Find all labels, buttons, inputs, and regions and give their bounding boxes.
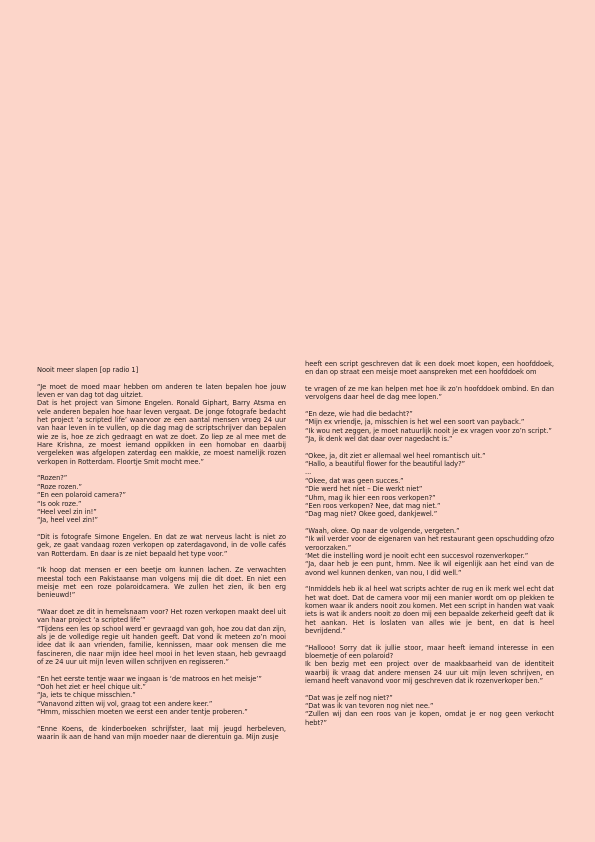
paragraph-line: “Waar doet ze dit in hemelsnaam voor? Het rozen verkopen maakt deel uit van haar project ‘a scripted life’” <box>37 607 286 625</box>
paragraph <box>305 385 554 402</box>
paragraph-line: “Ja, iets te chique misschien.” <box>37 691 136 700</box>
article-title: Nooit meer slapen [op radio 1] <box>37 366 139 374</box>
paragraph-line: “Waah, okee. Op naar de volgende, vergeten.” <box>305 526 460 535</box>
paragraph <box>37 533 286 558</box>
paragraph <box>305 644 554 686</box>
paragraph <box>37 474 286 524</box>
paragraph-line: “Dat was ik van tevoren nog niet nee.” <box>305 702 434 711</box>
paragraph-line: ‘Met die instelling word je nooit echt een succesvol rozenverkoper.” <box>305 551 529 560</box>
paragraph-line: heeft een script geschreven dat ik een doek moet kopen, een hoofddoek, en dan op straat een meisje moet aanspreken met een hoofddoek om <box>305 360 554 377</box>
paragraph-line: Dat is het project van Simone Engelen. Ronald Giphart, Barry Atsma en vele anderen bepalen hoe haar leven vergaat. De jonge fotografe bedacht het project ‘a scripted life’ waarvoor ze een aantal mensen vroeg 24 uur van haar leven in te vullen, op die dag mag de scriptschrijver dan bepalen wie ze is, hoe ze zich gedraagt en wat ze doet. Zo liep ze al mee met de Hare Krishna, ze moest iemand oppikken in een homobar en daarbij vergeleken was afgelopen zaterdag een makkie, ze moest namelijk rozen verkopen in Rotterdam. Floortje Smit mocht mee.” <box>37 399 286 466</box>
paragraph-line: “Dat was je zelf nog niet?” <box>305 693 393 702</box>
right-column-body <box>305 360 554 727</box>
paragraph-line: “Ik wou net zeggen, je moet natuurlijk nooit je ex vragen voor zo’n script.” <box>305 426 552 435</box>
paragraph-line: “En deze, wie had die bedacht?” <box>305 410 413 419</box>
paragraph-line: “Dit is fotografe Simone Engelen. En dat ze wat nerveus lacht is niet zo gek, ze gaat vandaag rozen verkopen op zaterdagavond, in de volle cafés van Rotterdam. En daar is ze niet bepaald het type voor.” <box>37 532 286 558</box>
paragraph <box>37 608 286 666</box>
paragraph-line: “Roze rozen.” <box>37 482 82 491</box>
paragraph-line: “Tijdens een les op school werd er gevraagd van goh, hoe zou dat dan zijn, als je de volledige regie uit handen geeft. Dat vond ik meteen zo’n mooi idee dat ik aan vrienden, familie, kennissen, maar ook mensen die me fascineren, die naar mijn idee heel mooi in het leven staan, heb gevraagd of ze 24 uur uit mijn leven willen schrijven en regisseren.” <box>37 624 286 667</box>
paragraph <box>37 566 286 599</box>
paragraph <box>305 452 554 519</box>
paragraph-line: “Zullen wij dan een roos van je kopen, omdat je er nog geen verkocht hebt?” <box>305 710 554 727</box>
right-column <box>305 360 554 735</box>
paragraph-line: “Hallooo! Sorry dat ik jullie stoor, maar heeft iemand interesse in een bloemetje of een polaroid? <box>305 643 554 661</box>
paragraph-line: “Is ook roze.” <box>37 499 82 508</box>
paragraph-line: “Dag mag niet? Okee goed, dankjewel.” <box>305 510 438 519</box>
paragraph-line: Ik ben bezig met een project over de maakbaarheid van de identiteit waarbij ik vraag dat andere mensen 24 uur uit mijn leven schrijven, en iemand heeft vanavond voor mij geschreven dat ik rozenverkoper ben.” <box>305 660 554 686</box>
paragraph <box>305 360 554 377</box>
paragraph <box>305 410 554 443</box>
paragraph-line: “En het eerste tentje waar we ingaan is ‘de matroos en het meisje’” <box>37 674 262 683</box>
paragraph-line: “Inmiddels heb ik al heel wat scripts achter de rug en ik merk wel echt dat het wat doet. Dat de camera voor mij een manier wordt om op plekken te komen waar ik anders nooit zou komen. Met een script in handen wat vaak iets is wat ik anders nooit zo doen mij een bepaalde zekerheid geeft dat ik het aankan. Het is loslaten van alles wie je bent, en dat is heel bevrijdend.” <box>305 585 554 635</box>
paragraph-line: te vragen of ze me kan helpen met hoe ik zo’n hoofddoek ombind. En dan vervolgens daar heel de dag mee lopen.” <box>305 385 554 402</box>
paragraph-line: “Ik wil verder voor de eigenaren van het restaurant geen opschudding ofzo veroorzaken.” <box>305 535 554 552</box>
paragraph-line: “En een polaroid camera?” <box>37 491 126 500</box>
paragraph-line: “Uhm, mag ik hier een roos verkopen?” <box>305 493 436 502</box>
paragraph-line: “Ja, daar heb je een punt, hmm. Nee ik wil eigenlijk aan het eind van de avond wel kunnen denken, van nou, I did well.” <box>305 560 554 577</box>
paragraph-line: “Rozen?” <box>37 474 68 483</box>
paragraph <box>37 675 286 717</box>
paragraph-line: “Vanavond zitten wij vol, graag tot een andere keer.” <box>37 699 213 708</box>
paragraph <box>37 725 286 742</box>
paragraph-line: “Okee, dat was geen succes.” <box>305 476 404 485</box>
left-column-body <box>37 383 286 742</box>
paragraph-line: “Ja, ik denk wel dat daar over nagedacht is.” <box>305 435 453 444</box>
paragraph-line: “Mijn ex vriendje, ja, misschien is het wel een soort van payback.” <box>305 418 525 427</box>
paragraph-line: “Ooh het ziet er heel chique uit.” <box>37 683 146 692</box>
paragraph-line: “Hmm, misschien moeten we eerst een ander tentje proberen.” <box>37 708 248 717</box>
paragraph <box>305 585 554 635</box>
paragraph-line: ... <box>305 468 312 477</box>
paragraph-line: “Heel veel zin in!” <box>37 507 97 516</box>
paragraph <box>305 694 554 727</box>
paragraph-line: “Die werd het niet – Die werkt niet” <box>305 485 423 494</box>
paragraph-line: “Hallo, a beautiful flower for the beautiful lady?” <box>305 460 465 469</box>
paragraph <box>305 527 554 577</box>
paragraph-line: “Je moet de moed maar hebben om anderen te laten bepalen hoe jouw leven er van dag tot dag uitziet. <box>37 382 286 400</box>
paragraph-line: “Ja, heel veel zin!” <box>37 516 98 525</box>
paragraph-line: “Okee, ja, dit ziet er allemaal wel heel romantisch uit.” <box>305 451 486 460</box>
paragraph <box>37 383 286 466</box>
left-column <box>37 366 286 750</box>
paragraph-line: “Ik hoop dat mensen er een beetje om kunnen lachen. Ze verwachten meestal toch een Pakistaanse man volgens mij die dit doet. En niet een meisje met een roze polaroidcamera. We zullen het zien, ik ben erg benieuwd!” <box>37 566 286 600</box>
paragraph-line: “Een roos verkopen? Nee, dat mag niet.” <box>305 501 441 510</box>
paragraph-line: “Enne Koens, de kinderboeken schrijfster, laat mij jeugd herbeleven, waarin ik aan de hand van mijn moeder naar de dierentuin ga. Mijn zusje <box>37 724 286 742</box>
